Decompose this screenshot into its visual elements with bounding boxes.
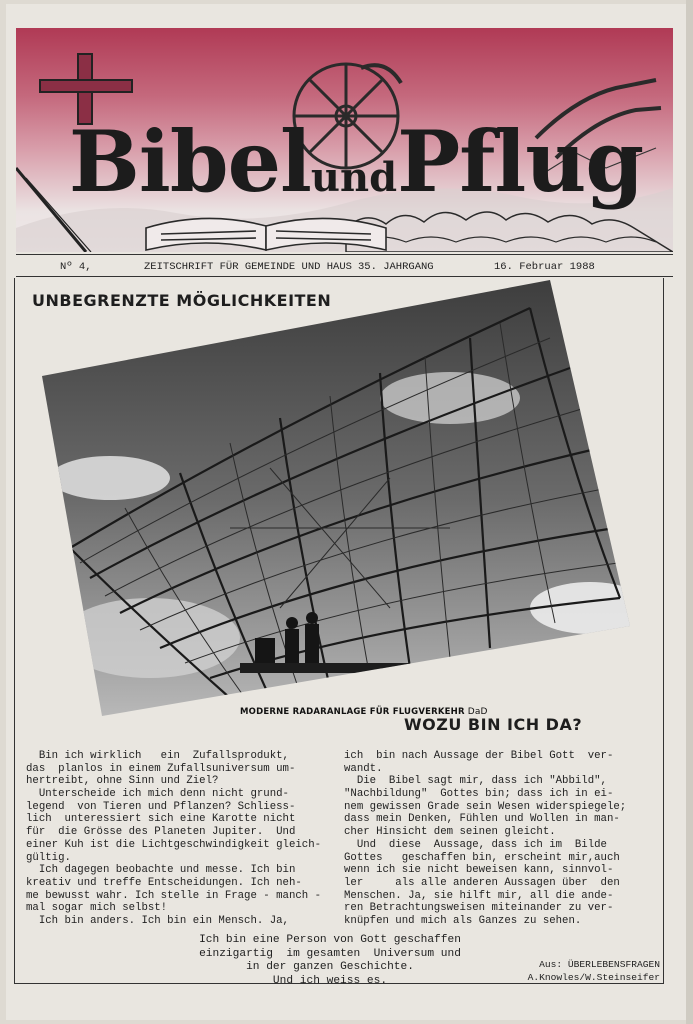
text-line: hertreibt, ohne Sinn und Ziel? — [26, 775, 219, 788]
text-line: das planlos in einem Zufallsuniversum um- — [26, 762, 296, 775]
headline-unbegrenzte: UNBEGRENZTE MÖGLICHKEITEN — [32, 291, 332, 310]
article-column-right — [344, 750, 662, 928]
text-line: dass mein Denken, Fühlen und Wollen in man- — [344, 813, 620, 826]
text-line: lich unteressiert sich eine Karotte nicht — [26, 813, 296, 826]
text-line: ich bin nach Aussage der Bibel Gott ver- — [344, 750, 614, 762]
text-line: cher Hinsicht dem seinen gleicht. — [344, 826, 556, 839]
text-line: einer Kuh ist die Lichtgeschwindigkeit gleich- — [26, 838, 322, 851]
issue-number: Nº 4, — [60, 261, 92, 273]
text-line: Bin ich wirklich ein Zufallsprodukt, — [26, 750, 289, 762]
closing-line: Ich bin eine Person von Gott geschaffen — [199, 934, 461, 946]
masthead-title — [56, 112, 656, 211]
title-word-bibel: Bibel — [68, 112, 311, 211]
text-line: Unterscheide ich mich denn nicht grund- — [26, 788, 289, 801]
publication-subtitle: ZEITSCHRIFT FÜR GEMEINDE UND HAUS — [144, 261, 352, 273]
closing-line: in der ganzen Geschichte. — [246, 961, 414, 974]
source-authors: A.Knowles/W.Steinseifer — [527, 972, 660, 983]
text-line: knüpfen und mich als Ganzes zu sehen. — [344, 914, 582, 927]
text-line: für die Grösse des Planeten Jupiter. Und — [26, 826, 296, 839]
source-note — [480, 958, 660, 984]
masthead — [16, 28, 673, 252]
text-line: me bewusst wahr. Ich stelle in Frage - manch - — [26, 889, 322, 902]
text-line: Menschen. Ja, sie hilft mir, all die ande- — [344, 889, 614, 902]
caption-text: MODERNE RADARANLAGE FÜR FLUGVERKEHR — [240, 707, 465, 717]
text-line: Ich dagegen beobachte und messe. Ich bin — [26, 864, 296, 877]
info-bar — [16, 257, 673, 277]
text-line: Die Bibel sagt mir, dass ich "Abbild", — [344, 775, 607, 788]
text-line: ren Betrachtungsweisen miteinander zu ver- — [344, 902, 614, 915]
title-word-pflug: Pflug — [397, 112, 644, 211]
closing-statement — [150, 934, 510, 988]
text-line: Ich bin anders. Ich bin ein Mensch. Ja, — [26, 914, 289, 927]
closing-line: Und ich weiss es. — [272, 974, 388, 987]
issue-date: 16. Februar 1988 — [494, 261, 595, 273]
article-column-left — [26, 750, 334, 928]
volume-label: 35. JAHRGANG — [358, 261, 434, 273]
text-line: mal sogar mich selbst! — [26, 902, 168, 915]
title-word-und: und — [310, 154, 398, 201]
text-line: wenn ich sie nicht beweisen kann, sinnvol- — [344, 864, 614, 877]
page-edge — [686, 0, 693, 1024]
headline-wozu: WOZU BIN ICH DA? — [404, 715, 583, 734]
text-line: nem gewissen Grade sein Wesen widerspiegele; — [344, 800, 627, 813]
text-line: Gottes geschaffen bin, erscheint mir,auch — [344, 851, 620, 864]
text-line: gültig. — [26, 851, 71, 864]
photo-credit: DaD — [467, 707, 488, 717]
info-rule-top — [16, 254, 673, 255]
radar-photo — [30, 278, 640, 720]
text-line: Und diese Aussage, dass ich im Bilde — [344, 838, 607, 851]
text-line: ler als alle anderen Aussagen über den — [344, 876, 620, 889]
source-label: Aus: ÜBERLEBENSFRAGEN — [539, 959, 660, 970]
text-line: "Nachbildung" Gottes bin; dass ich in ei- — [344, 788, 614, 801]
text-line: wandt. — [344, 762, 383, 775]
text-line: legend von Tieren und Pflanzen? Schliess- — [26, 800, 296, 813]
text-line: kreativ und treffe Entscheidungen. Ich neh- — [26, 876, 302, 889]
closing-line: einzigartig im gesamten Universum und — [199, 947, 461, 960]
info-rule-bottom — [16, 276, 673, 277]
